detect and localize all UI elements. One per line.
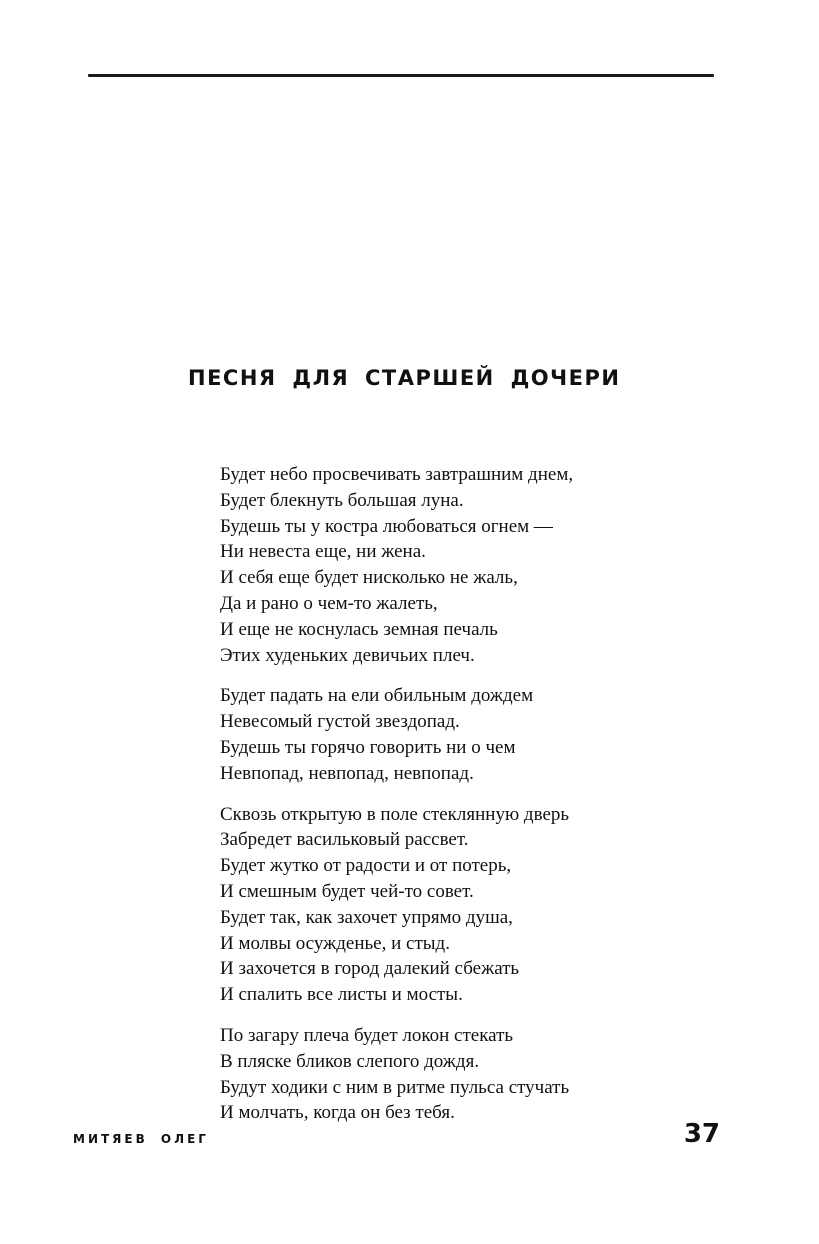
poem-title: ПЕСНЯ ДЛЯ СТАРШЕЙ ДОЧЕРИ: [188, 366, 621, 390]
poem-line: Невесомый густой звездопад.: [220, 711, 460, 733]
footer-author: МИТЯЕВ ОЛЕГ: [73, 1132, 209, 1146]
poem-line: Будет небо просвечивать завтрашним днем,: [220, 464, 574, 485]
poem-line: Будет блекнуть большая луна.: [220, 489, 464, 511]
stanza-3: [220, 802, 720, 1008]
poem-line: И смешным будет чей-то совет.: [220, 880, 474, 902]
poem-line: И спалить все листы и мосты.: [220, 984, 463, 1006]
poem-line: Забредет васильковый рассвет.: [220, 829, 469, 851]
poem-body: [220, 462, 720, 1141]
page-number: 37: [683, 1119, 720, 1149]
poem-line: И молвы осужденье, и стыд.: [220, 932, 450, 954]
poem-line: И себя еще будет нисколько не жаль,: [220, 567, 518, 589]
stanza-1: [220, 462, 720, 668]
top-divider-rule: [88, 74, 714, 77]
poem-line: И молчать, когда он без тебя.: [220, 1102, 455, 1124]
poem-line: Да и рано о чем-то жалеть,: [220, 592, 438, 614]
poem-line: Невпопад, невпопад, невпопад.: [220, 762, 474, 784]
poem-line: И еще не коснулась земная печаль: [220, 618, 498, 640]
poem-line: По загару плеча будет локон стекать: [220, 1024, 514, 1046]
poem-line: Будет так, как захочет упрямо душа,: [220, 906, 513, 928]
poem-line: Будет жутко от радости и от потерь,: [220, 855, 512, 877]
stanza-4: [220, 1023, 720, 1126]
poem-line: Будешь ты горячо говорить ни о чем: [220, 736, 516, 758]
poem-line: Ни невеста еще, ни жена.: [220, 541, 426, 563]
poem-line: Сквозь открытую в поле стеклянную дверь: [220, 803, 570, 825]
poem-line: И захочется в город далекий сбежать: [220, 958, 520, 980]
poem-line: Этих худеньких девичьих плеч.: [220, 644, 475, 666]
poem-line: Будет падать на ели обильным дождем: [220, 685, 534, 707]
poem-line: В пляске бликов слепого дождя.: [220, 1050, 480, 1072]
poem-line: Будут ходики с ним в ритме пульса стучать: [220, 1076, 570, 1098]
stanza-2: [220, 683, 720, 786]
poem-line: Будешь ты у костра любоваться огнем —: [220, 515, 553, 537]
